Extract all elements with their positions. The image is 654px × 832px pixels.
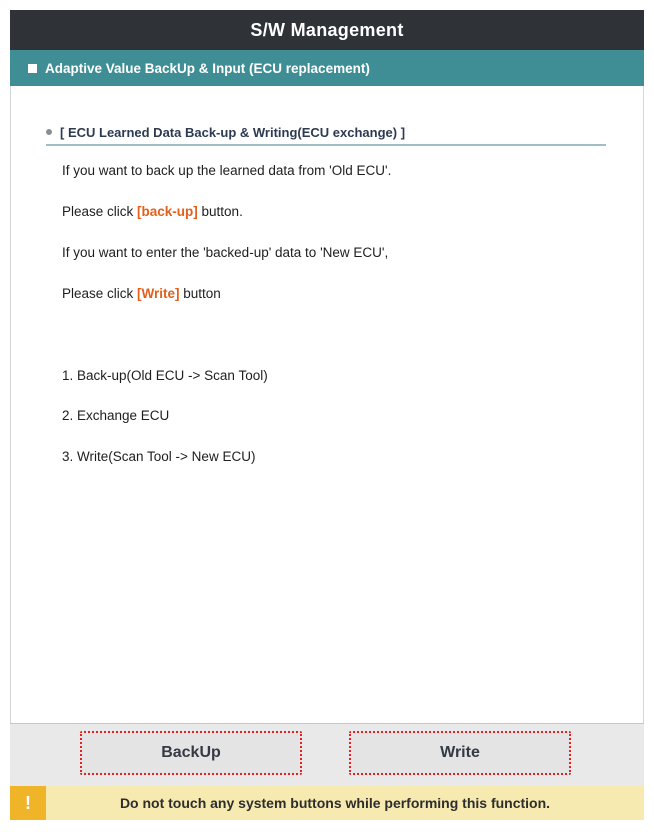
backup-button[interactable]: BackUp [80, 731, 302, 775]
warning-banner [10, 786, 644, 820]
write-highlight: [Write] [137, 286, 180, 301]
window-title: S/W Management [10, 10, 644, 50]
step-item: 2. Exchange ECU [62, 408, 170, 423]
content-panel [10, 86, 644, 723]
section-title: [ ECU Learned Data Back-up & Writing(ECU exchange) ] [60, 124, 406, 140]
step-item: 1. Back-up(Old ECU -> Scan Tool) [62, 368, 268, 383]
subheader-bar [10, 50, 644, 86]
instruction-text: Please click [62, 286, 138, 301]
instruction-text: button [179, 286, 221, 301]
instruction-line-2 [62, 204, 243, 219]
subheader-title: Adaptive Value BackUp & Input (ECU replacement) [45, 60, 370, 76]
backup-highlight: [back-up] [137, 204, 198, 219]
section-header [46, 120, 606, 146]
write-button[interactable]: Write [349, 731, 571, 775]
warning-text: Do not touch any system buttons while performing this function. [119, 795, 551, 811]
square-bullet-icon [28, 64, 37, 73]
instruction-text: button. [197, 204, 243, 219]
instruction-line-3: If you want to enter the 'backed-up' data to 'New ECU', [62, 245, 389, 260]
instruction-text: Please click [62, 204, 138, 219]
warning-icon: ! [10, 786, 46, 820]
instruction-line-4 [62, 286, 221, 301]
instruction-line-1: If you want to back up the learned data from 'Old ECU'. [62, 163, 392, 178]
step-item: 3. Write(Scan Tool -> New ECU) [62, 449, 256, 464]
bullet-dot-icon [46, 129, 52, 135]
